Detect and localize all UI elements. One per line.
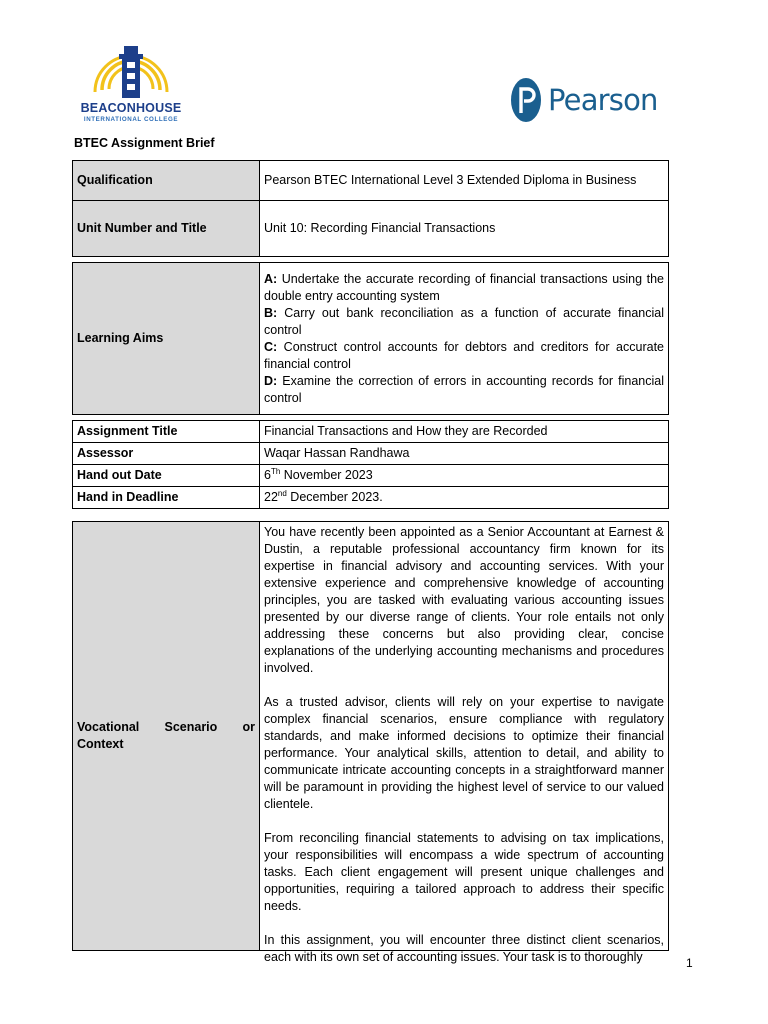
scenario-text bbox=[260, 522, 669, 964]
qualification-row bbox=[73, 161, 669, 201]
unit-row bbox=[73, 201, 669, 257]
qualification-value: Pearson BTEC International Level 3 Extended Diploma in Business bbox=[260, 161, 669, 201]
learning-aim-a: A: Undertake the accurate recording of financial transactions using the double entry accounting system bbox=[264, 271, 664, 303]
scenario-paragraph: You have recently been appointed as a Senior Accountant at Earnest & Dustin, a reputable professional accountancy firm known for its expertise in financial advisory and accounting services. With your extensive experience and comprehensive knowledge of accounting principles, you are tasked with evaluating various accounting issues presented by our diverse range of clients. Your role entails not only addressing these concerns but also providing clear, concise explanations of the underlying accounting mechanisms and procedures involved. bbox=[264, 525, 664, 675]
unit-value: Unit 10: Recording Financial Transactions bbox=[260, 201, 669, 257]
scenario-label: Vocational Scenario or Context bbox=[73, 522, 260, 951]
assignment-title-label: Assignment Title bbox=[73, 421, 260, 443]
handout-label: Hand out Date bbox=[73, 465, 260, 487]
qualification-label: Qualification bbox=[73, 161, 260, 201]
deadline-row bbox=[73, 487, 669, 509]
deadline-value: 22nd December 2023. bbox=[260, 487, 669, 509]
pearson-logo bbox=[510, 74, 658, 126]
deadline-label: Hand in Deadline bbox=[73, 487, 260, 509]
brief-title: BTEC Assignment Brief bbox=[74, 136, 215, 150]
pearson-p-icon bbox=[510, 77, 542, 123]
learning-aims-row bbox=[73, 263, 669, 415]
learning-aims-label: Learning Aims bbox=[73, 263, 260, 415]
scenario-paragraph: As a trusted advisor, clients will rely on your expertise to navigate complex financial scenarios, ensure compliance with regulatory standards, and make informed decisions to optimize their financial performance. Your analytical skills, attention to detail, and ability to communicate intricate accounting concepts in a straightforward manner will be paramount in providing the highest level of service to our valued clientele. bbox=[264, 695, 664, 811]
assessor-label: Assessor bbox=[73, 443, 260, 465]
scenario-table bbox=[72, 521, 669, 964]
page-number: 1 bbox=[686, 956, 693, 970]
beaconhouse-name: BEACONHOUSE bbox=[80, 101, 182, 115]
beaconhouse-subtitle: INTERNATIONAL COLLEGE bbox=[83, 116, 179, 123]
scenario-row bbox=[73, 522, 669, 951]
assessor-value: Waqar Hassan Randhawa bbox=[260, 443, 669, 465]
assignment-title-value: Financial Transactions and How they are Recorded bbox=[260, 421, 669, 443]
pearson-name: Pearson bbox=[548, 83, 658, 117]
assessor-row bbox=[73, 443, 669, 465]
scenario-paragraph: From reconciling financial statements to advising on tax implications, your responsibilities will encompass a wide spectrum of accounting tasks. Each client engagement will present unique challenges and opportunities, requiring a tailored approach to address their specific needs. bbox=[264, 831, 664, 913]
learning-aim-b: B: Carry out bank reconciliation as a function of accurate financial control bbox=[264, 305, 664, 337]
unit-label: Unit Number and Title bbox=[73, 201, 260, 257]
assignment-info-table bbox=[72, 160, 669, 509]
handout-row bbox=[73, 465, 669, 487]
learning-aim-c: C: Construct control accounts for debtors and creditors for accurate financial control bbox=[264, 339, 664, 371]
learning-aim-d: D: Examine the correction of errors in accounting records for financial control bbox=[264, 373, 664, 405]
assignment-title-row bbox=[73, 421, 669, 443]
learning-aims-list bbox=[260, 263, 669, 415]
scenario-paragraph: In this assignment, you will encounter three distinct client scenarios, each with its own set of accounting issues. Your task is to thoroughly bbox=[264, 933, 664, 964]
handout-value: 6Th November 2023 bbox=[260, 465, 669, 487]
